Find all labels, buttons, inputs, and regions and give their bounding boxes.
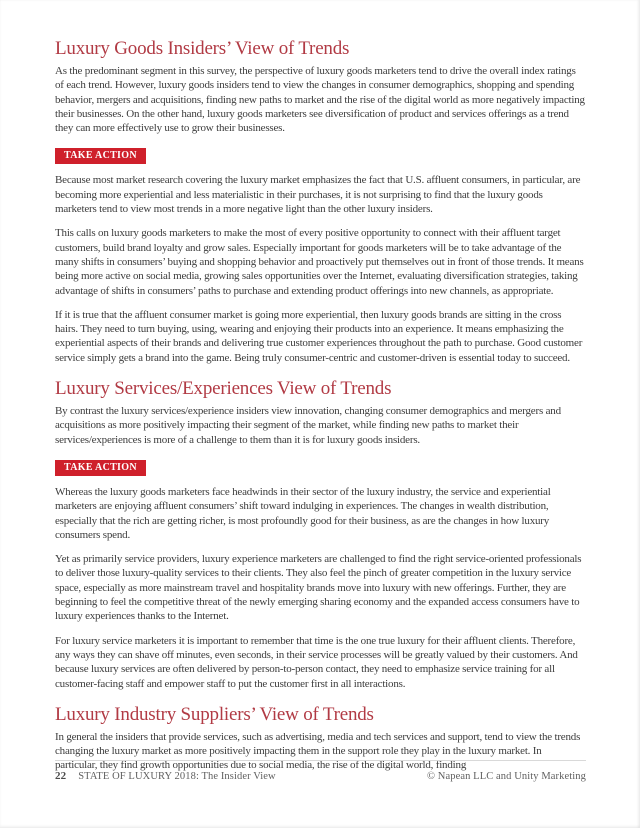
report-title: STATE OF LUXURY 2018: The Insider View: [78, 771, 276, 782]
section-heading-luxury-services: Luxury Services/Experiences View of Trends: [55, 378, 392, 400]
take-action-badge: TAKE ACTION: [55, 460, 146, 476]
body-paragraph: As the predominant segment in this survey, the perspective of luxury goods marketers tend to drive the overall index ratings of each trend. However, luxury goods insiders tend to view the changes in consumer demographics, shopping and spending behavior, mergers and acquisitions, finding new paths to market and the rise of the digital world as more negatively impacting their businesses. On the other hand, luxury goods marketers see diversification of product and services offerings as a trend they can more effectively use to grow their businesses.: [55, 65, 585, 135]
page-footer: [55, 760, 586, 782]
copyright-notice: © Napean LLC and Unity Marketing: [426, 771, 586, 782]
body-paragraph: Because most market research covering the luxury market emphasizes the fact that U.S. affluent consumers, in particular, are becoming more experiential and less materialistic in their purchases, it is not surprising to find that the luxury goods marketers tend to view most trends in a more negative light than the other luxury insiders.: [55, 174, 581, 216]
body-paragraph: If it is true that the affluent consumer market is going more experiential, then luxury goods brands are sitting in the cross hairs. They need to turn buying, using, wearing and enjoying their products into an experience. It means emphasizing the experiential aspects of their brands and delivering true customer experiences throughout the path to purchase. Good customer service simply gets a brand into the game. Being truly consumer-centric and customer-driven is essential today to succeed.: [55, 308, 583, 364]
section-heading-luxury-goods: Luxury Goods Insiders’ View of Trends: [55, 38, 350, 59]
body-paragraph: Whereas the luxury goods marketers face headwinds in their sector of the luxury industry, the service and experiential marketers are enjoying affluent consumers’ shift toward indulging in experiences. The changes in wealth distribution, especially that the rich are getting richer, is most profoundly good for their business, as are the changes in how luxury consumers spend.: [55, 485, 551, 541]
section-heading-luxury-suppliers: Luxury Industry Suppliers’ View of Trends: [55, 703, 374, 725]
take-action-row: [55, 457, 586, 485]
page-number: 22: [55, 770, 67, 782]
page-content: [55, 38, 586, 783]
body-paragraph: Yet as primarily service providers, luxury experience marketers are challenged to find the right service-oriented professionals to deliver those luxury-quality services to their clients. They also feel the pinch of greater competition in the luxury service space, especially as more mainstream travel and hospitality brands move into luxury with new offerings. Further, they are beginning to feel the competitive threat of the newly emerging sharing economy and the expanded access consumers have to luxury experiences thanks to the Internet.: [55, 553, 582, 623]
body-paragraph: For luxury service marketers it is important to remember that time is the one true luxury for their affluent clients. Therefore, any ways they can shave off minutes, even seconds, in their service processes will be greatly valued by their customers. And because luxury services are often delivered by person-to-person contact, they need to emphasize service training for all customer-facing staff and empower staff to put the customer first in all interactions.: [55, 634, 578, 690]
body-paragraph: In general the insiders that provide services, such as advertising, media and tech services and support, tend to view the trends changing the luxury market as more positively impacting them in the support role they play in the luxury market. In particular, they find growth opportunities due to social media, the rise of the digital world, finding: [55, 730, 581, 772]
take-action-row: [55, 145, 586, 173]
body-paragraph: This calls on luxury goods marketers to make the most of every positive opportunity to connect with their affluent target customers, build brand loyalty and grow sales. Especially important for goods marketers will be to take advantage of the many shifts in consumers’ buying and shopping behavior and proactively put themselves out in front of those trends. It means being more active on social media, growing sales opportunities over the Internet, evaluating diversification strategies, taking advantage of shifts in consumers’ paths to purchase and extending product offerings into new channels, as appropriate.: [55, 227, 584, 297]
footer-left: [55, 770, 276, 782]
take-action-badge: TAKE ACTION: [55, 148, 146, 164]
body-paragraph: By contrast the luxury services/experience insiders view innovation, changing consumer demographics and mergers and acquisitions as more positively impacting their segment of the market, while finding new paths to market their services/experiences is more of a challenge to them than it is for luxury goods insiders.: [55, 405, 561, 446]
